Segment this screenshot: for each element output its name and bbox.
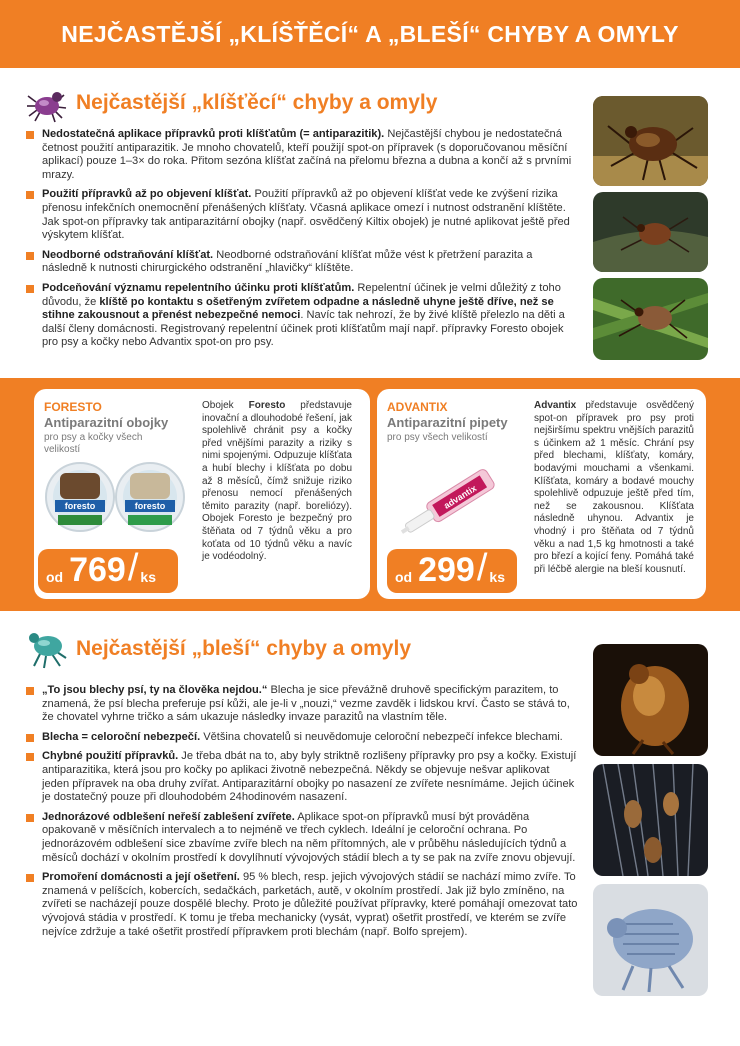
price-unit: ks <box>140 569 156 585</box>
foresto-card <box>34 389 370 599</box>
tick-photo-1 <box>593 96 708 186</box>
price-prefix: od <box>395 569 413 585</box>
foresto-description: Obojek Foresto představuje inovační a dlouhodobé řešení, jak spolehlivě chránit psy a kočky před vnějšími parazity a riziky s nimi spojenými. Odpuzuje klíšťata a hubí blechy i klíšťata po dobu až 8 měsíců, čímž snižuje riziko přenosu nemocí přenášených těmito parazity (např. boreliózy). Obojek Foresto je bezpečný pro štěňata od 7 týdnů věku a pro koťata od 10 týdnů věku a navíc je vodéodolný. <box>202 400 352 563</box>
foresto-pack-label-2: foresto <box>134 501 166 511</box>
flea-section-heading <box>26 628 411 670</box>
list-item: Promoření domácnosti a její ošetření. 95 % blech, resp. jejich vývojových stádií se nachází mimo zvíře. To znamená v pelíšcích, kobercích, sedačkách, parketách, autě, v okolním prostředí. Jak již bylo zmíněno, na zvířeti se nacházejí pouze dospělé blechy. Proto je důležité používat přípravky, které pomáhají omezovat tato vývojová stádia v prostředí. K tomu je třeba mechanicky (vysát, vyprat) ošetřit prostředí, ve kterém se zvíře nejvíce zdržuje a také ošetřit prostředí přípravkem proti blechám (např. Bolfo sprejem). <box>26 871 578 939</box>
advantix-pack-label: advantix <box>442 483 479 511</box>
foresto-sub: pro psy a kočky všech velikostí <box>44 432 143 455</box>
list-item: Nedostatečná aplikace přípravků proti klíšťatům (= antiparazitik). Nejčastější chybou je nedostatečná četnost použití antiparazitik. Je mnoho chovatelů, kteří použijí spot-on přípravek (s doporučovanou měsíční aplikací) pouze 1–3× do roka. Přitom sezóna klíšťat začíná na přelomu března a dubna a končí až s prvními mrazy. <box>26 128 578 182</box>
advantix-card <box>377 389 706 599</box>
price-prefix: od <box>46 569 64 585</box>
price-unit: ks <box>489 569 505 585</box>
foresto-product: Antiparazitní obojky <box>44 415 169 430</box>
advantix-product: Antiparazitní pipety <box>387 415 508 430</box>
list-item: Použití přípravků až po objevení klíšťat. Použití přípravků až po objevení klíšťat vede ke zvýšení rizika přenosu infekčních onemocnění přenášených klíšťaty. Včasná aplikace omezí i nutnost odstranění klíštěte. Jak spot-on přípravky tak antiparazitární obojky (např. osvědčený Kiltix obojek) je nutné aplikovat ještě před výskytem klíšťat. <box>26 188 578 242</box>
header-band <box>0 0 740 68</box>
advantix-description: Advantix představuje osvědčený spot-on přípravek pro psy proti nejširšímu spektru vnějších parazitů s účinkem až 1 měsíc. Chrání psy před blechami, klíšťaty, komáry, bodavými mouchami a všenkami. Klíšťata, komáry a bodavé mouchy spolehlivě odpuzuje ještě před tím, než se zakousnou. Klíšťata následně uhynou. Advantix je vhodný i pro štěňata od 7 týdnů věku a nad 1,5 kg hmotnosti a také pro březí a kojící feny. Pomáhá také při léčbě alergie na bleší kousnutí. <box>534 400 694 575</box>
list-item: „To jsou blechy psí, ty na člověka nejdou.“ Blecha je sice převážně druhově specifickým parazitem, to znamená, že psí blecha preferuje psí kůži, ale je-li v „nouzi,“ vezme zavděk i lidskou krví. Často se stává to, že chovatel vyhrne tričko a sám ukazuje následky invaze parazitů na vlastním těle. <box>26 684 578 725</box>
tick-photo-3 <box>593 278 708 360</box>
advantix-sub: pro psy všech velikostí <box>387 432 488 443</box>
list-item: Podceňování významu repelentního účinku proti klíšťatům. Repelentní účinek je velmi důležitý z toho důvodu, že klíště po kontaktu s ošetřeným zvířetem odpadne a následně uhyne ještě dříve, než se stihne zakousnout a přenést nebezpečné nemoci. Navíc tak nehrozí, že by živé klíště přelezlo na děti a další členy domácnosti. Registrovaný repelentní účinek proti klíšťatům mají např. přípravky Foresto obojek pro psy a kočky nebo Advantix spot-on pro psy. <box>26 282 578 350</box>
foresto-price-tag: od 769 / ks <box>38 549 178 593</box>
advantix-price: 299 <box>418 551 475 589</box>
tick-icon <box>26 82 68 124</box>
list-item: Jednorázové odblešení neřeší zablešení zvířete. Aplikace spot-on přípravků musí být prováděna opakovaně v měsíčních intervalech a to nejméně ve třech cyklech. Ideální je celoroční ochrana. Po jednorázovém odblešení sice zbavíme zvíře blech na něm přítomných, ale v průběhu následujících týdnů a měsíců dochází v okolním prostředí k dovylíhnutí vývojových stádií blech a ty se pak na zvíře znovu objevují. <box>26 811 578 865</box>
foresto-packaging-image <box>42 455 192 541</box>
foresto-pack-label: foresto <box>64 501 96 511</box>
tick-photo-2 <box>593 192 708 272</box>
advantix-brand: ADVANTIX <box>387 400 448 414</box>
list-item: Chybné použití přípravků. Je třeba dbát na to, aby byly striktně rozlišeny přípravky pro psy a kočky. Existují antiparazitika, která jsou pro kočky po aplikaci životně nebezpečná. Někdy se objevuje nešvar aplikovat jeden přípravek na oba druhy zvířat. Antiparazitární obojky po nasazení ze zvířete nesnímáme. Jejich účinek je dostatečný pouze při dlouhodobém 24hodinovém nasazení. <box>26 750 578 804</box>
foresto-brand: FORESTO <box>44 400 102 414</box>
flea-section-title: Nejčastější „bleší“ chyby a omyly <box>76 637 411 660</box>
flea-photo-2 <box>593 764 708 876</box>
flea-photo-3 <box>593 884 708 996</box>
advantix-price-tag: od 299 / ks <box>387 549 517 593</box>
advantix-pipette-image <box>391 451 521 541</box>
page-title: NEJČASTĚJŠÍ „KLÍŠŤĚCÍ“ A „BLEŠÍ“ CHYBY A OMYLY <box>61 20 679 47</box>
foresto-price: 769 <box>69 551 126 589</box>
list-item: Blecha = celoroční nebezpečí. Většina chovatelů si neuvědomuje celoroční nebezpečí infekce blechami. <box>26 731 578 745</box>
flea-photo-1 <box>593 644 708 756</box>
flea-icon <box>26 628 68 670</box>
tick-section-heading <box>26 82 437 124</box>
tick-mistakes-list <box>26 128 578 356</box>
flea-mistakes-list <box>26 684 578 945</box>
tick-section-title: Nejčastější „klíšťěcí“ chyby a omyly <box>76 91 438 114</box>
list-item: Neodborné odstraňování klíšťat. Neodborné odstraňování klíšťat může vést k přetržení parazita a následně k nutnosti chirurgického odstranění „hlavičky“ klíštěte. <box>26 249 578 276</box>
